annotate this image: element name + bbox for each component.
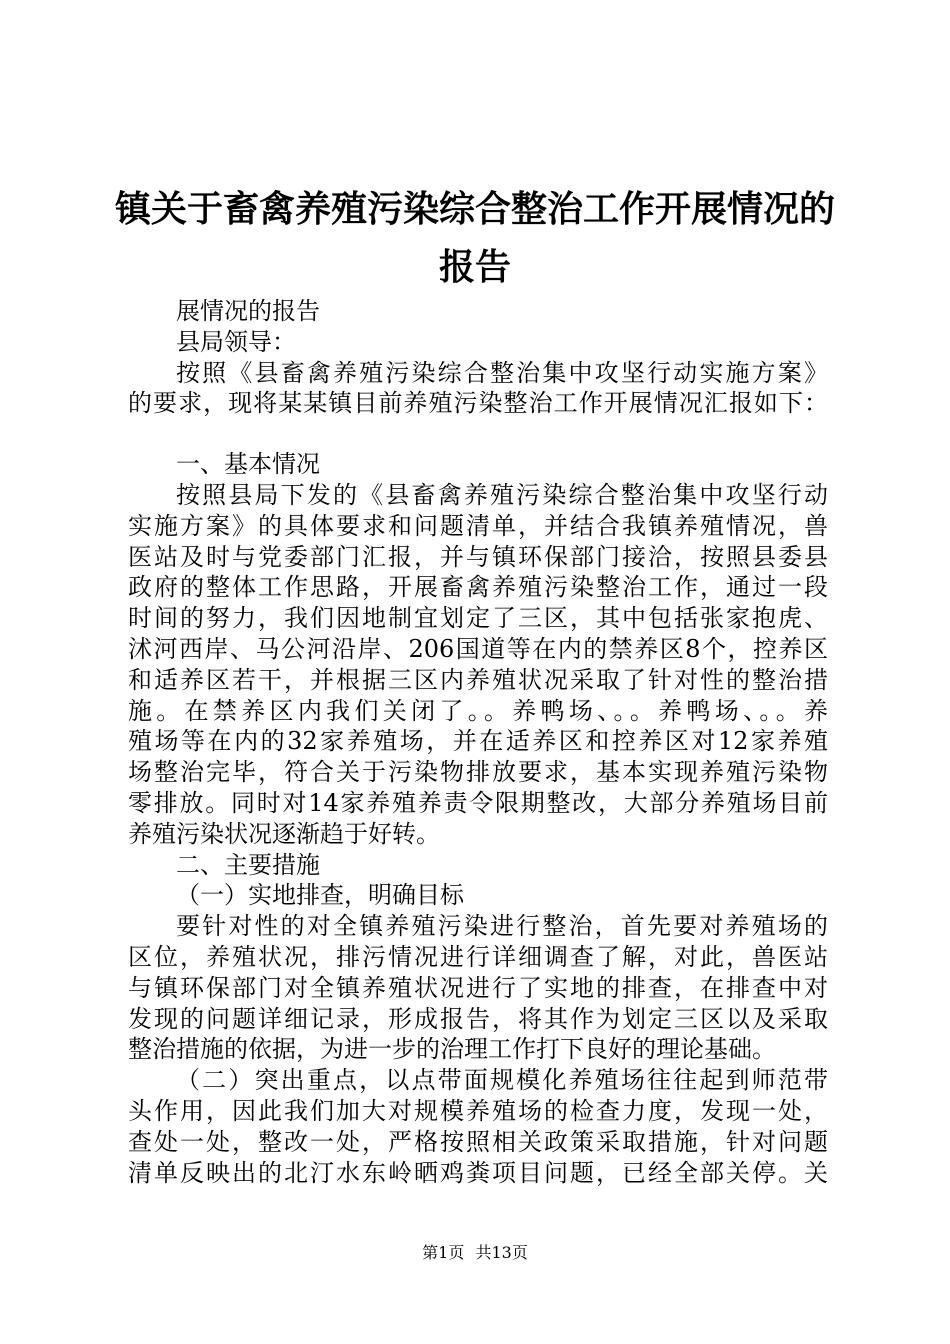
body-line: 政府的整体工作思路，开展畜禽养殖污染整治工作，通过一段 [128,573,828,602]
page-number: 第1页 [422,1243,465,1262]
body-line: 的要求，现将某某镇目前养殖污染整治工作开展情况汇报如下： [128,389,828,418]
body-line: 和适养区若干，并根据三区内养殖状况采取了针对性的整治措 [128,665,828,694]
paragraph-gap [128,419,828,449]
body-line: 一、基本情况 [176,450,320,479]
body-line: 实施方案》的具体要求和问题清单，并结合我镇养殖情况，兽 [128,511,828,540]
body-line: 展情况的报告 [176,297,320,325]
body-line: 与镇环保部门对全镇养殖状况进行了实地的排查，在排查中对 [128,973,828,1002]
page-total: 共13页 [475,1243,528,1262]
document-title-line-1: 镇关于畜禽养殖污染综合整治工作开展情况的 [114,189,835,230]
body-line: 医站及时与党委部门汇报，并与镇环保部门接洽，按照县委县 [128,542,828,571]
document-body [128,296,828,1188]
body-line: 场整治完毕，符合关于污染物排放要求，基本实现养殖污染物 [128,758,828,787]
body-line: 殖场等在内的32家养殖场，并在适养区和控养区对12家养殖 [128,727,828,756]
body-line: 时间的努力，我们因地制宜划定了三区，其中包括张家抱虎、 [128,604,828,633]
body-line: 施。在禁养区内我们关闭了。。养鸭场、。。养鸭场、。。养 [128,696,828,725]
body-line: 要针对性的对全镇养殖污染进行整治，首先要对养殖场的 [176,912,828,941]
body-line: 发现的问题详细记录，形成报告，将其作为划定三区以及采取 [128,1004,828,1033]
body-line: 养殖污染状况逐渐趋于好转。 [128,819,440,848]
body-line: 沭河西岸、马公河沿岸、206国道等在内的禁养区8个，控养区 [128,634,828,663]
body-line: 按照《县畜禽养殖污染综合整治集中攻坚行动实施方案》 [176,358,828,387]
body-line: 区位，养殖状况，排污情况进行详细调查了解，对此，兽医站 [128,942,828,971]
body-line: 查处一处，整改一处，严格按照相关政策采取措施，针对问题 [128,1127,828,1156]
body-line: 二、主要措施 [176,850,320,879]
page-footer [0,1240,950,1263]
body-line: 清单反映出的北汀水东岭晒鸡粪项目问题，已经全部关停。关 [128,1158,828,1187]
body-line: 零排放。同时对14家养殖养责令限期整改，大部分养殖场目前 [128,788,828,817]
body-line: （二）突出重点，以点带面规模化养殖场往往起到师范带 [176,1066,828,1095]
document-title-line-2: 报告 [438,247,511,288]
body-line: 整治措施的依据，为进一步的治理工作打下良好的理论基础。 [128,1035,776,1064]
body-line: 头作用，因此我们加大对规模养殖场的检查力度，发现一处， [128,1096,828,1125]
body-line: （一）实地排查，明确目标 [176,881,464,910]
body-line: 县局领导： [176,327,296,356]
body-line: 按照县局下发的《县畜禽养殖污染综合整治集中攻坚行动 [176,480,828,509]
